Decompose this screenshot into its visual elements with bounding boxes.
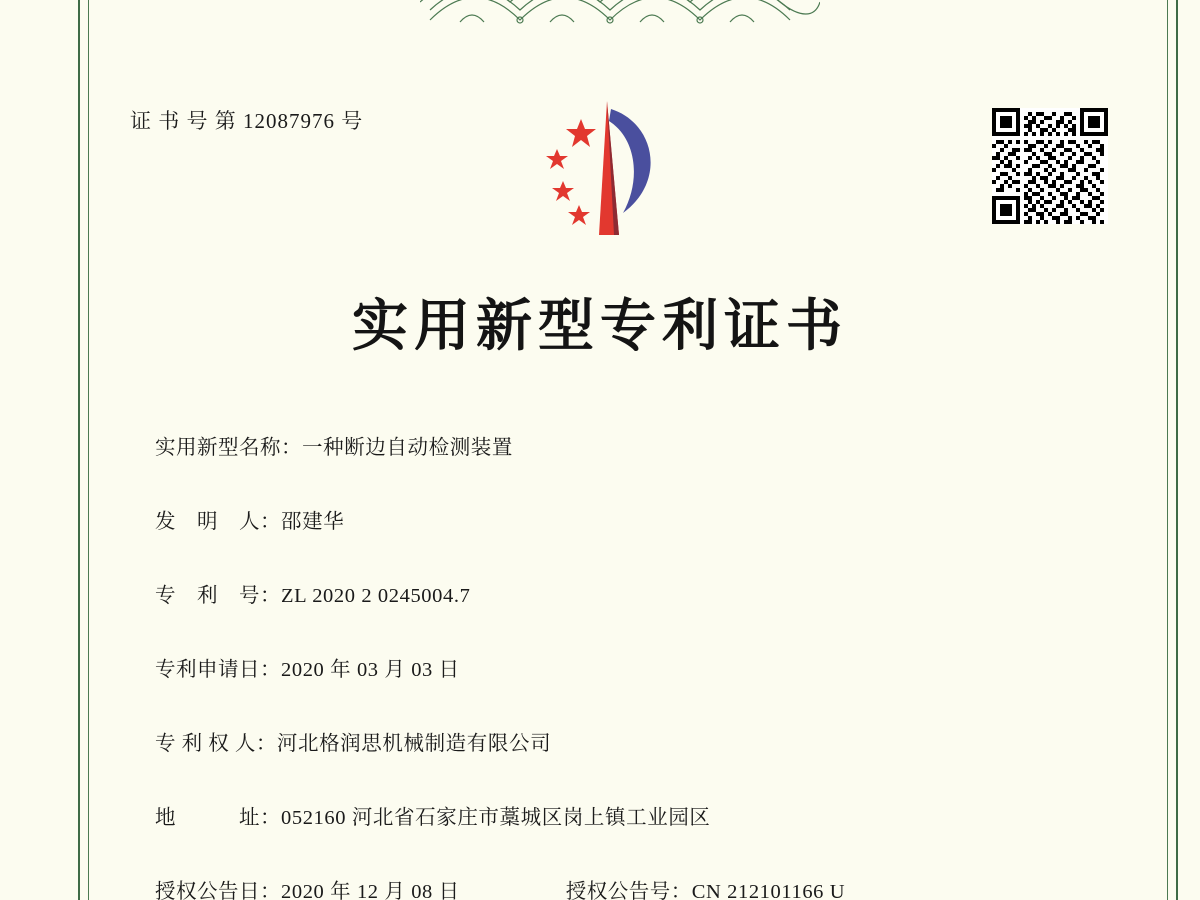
field-value: 2020 年 03 月 03 日 (281, 659, 460, 681)
field-inventor (155, 504, 1115, 534)
field-value: 邵建华 (281, 511, 345, 533)
field-label: 授权公告号： (565, 881, 692, 900)
field-label: 专 利 权 人： (155, 733, 277, 755)
field-value: 河北格润思机械制造有限公司 (276, 733, 552, 755)
page-title: 实用新型专利证书 (352, 293, 848, 359)
field-label: 专利申请日： (155, 659, 281, 681)
field-grant-row (155, 874, 1115, 900)
field-address (155, 800, 1115, 830)
field-label: 地 址： (155, 807, 281, 829)
field-utility-model-name (155, 430, 1115, 460)
field-label: 授权公告日： (155, 881, 281, 900)
field-patentee (155, 726, 1115, 756)
top-ornament-band (420, 0, 820, 24)
cnipa-emblem-icon (515, 95, 685, 245)
field-value: 一种断边自动检测装置 (302, 437, 513, 459)
field-value: ZL 2020 2 0245004.7 (281, 585, 471, 607)
field-value: 052160 河北省石家庄市藁城区岗上镇工业园区 (281, 807, 711, 829)
field-value: 2020 年 12 月 08 日 (281, 881, 460, 900)
certificate-fields (155, 430, 1115, 900)
field-label: 专 利 号： (155, 585, 281, 607)
field-application-date (155, 652, 1115, 682)
field-notice-number (566, 874, 845, 900)
field-patent-number (155, 578, 1115, 608)
field-label: 实用新型名称： (155, 437, 302, 459)
field-grant-date (155, 874, 460, 900)
field-value: CN 212101166 U (691, 881, 846, 900)
certificate-number: 证 书 号 第 12087976 号 (130, 109, 364, 133)
qr-code-icon (992, 108, 1108, 224)
field-label: 发 明 人： (155, 511, 281, 533)
